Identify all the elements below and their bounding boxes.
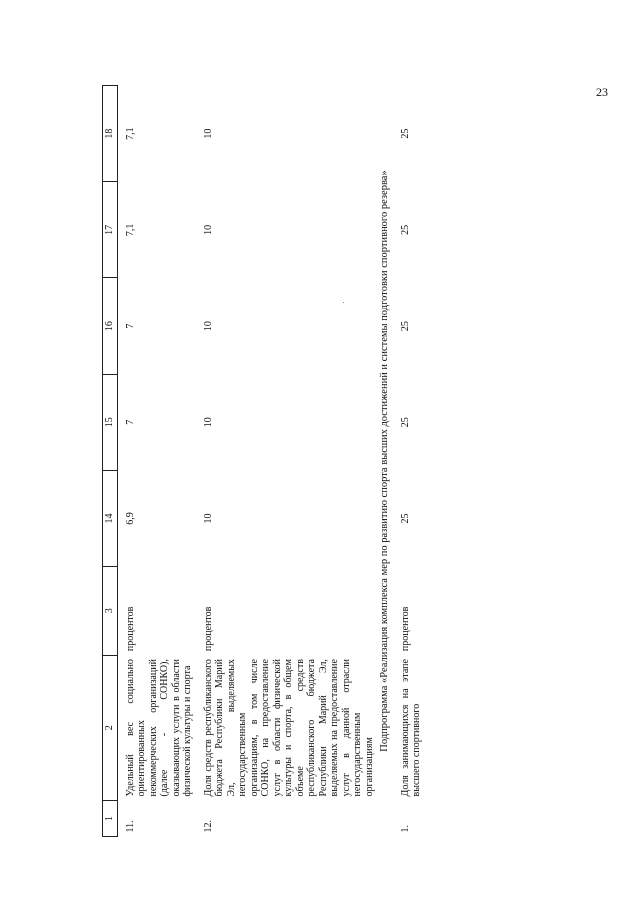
unit-cell: процентов bbox=[399, 606, 411, 652]
table-header-row bbox=[103, 86, 118, 837]
value-col-18: 25 bbox=[399, 128, 411, 139]
indicator-name-cell bbox=[196, 655, 378, 800]
value-col-15: 25 bbox=[399, 417, 411, 428]
value-col-16: 25 bbox=[399, 321, 411, 332]
value-col-15: 10 bbox=[202, 417, 214, 428]
unit-cell: процентов bbox=[124, 606, 136, 652]
indicator-name: Доля средств республиканского бюджета Республики Марий Эл, выделяемых негосударственным организациям, в том числе СОНКО, на предоставление услуг в области физической культуры и спорта, в общем объеме средств республиканского бюджета Республики Марий Эл, выделяемых на предоставление услуг в данной отрасли негосударственным организациям bbox=[202, 659, 375, 797]
indicators-table bbox=[102, 85, 425, 837]
header-col-1: 1 bbox=[103, 800, 118, 836]
header-col-14: 14 bbox=[103, 470, 118, 566]
indicator-name: Доля занимающихся на этапе высшего спортивного bbox=[399, 659, 422, 797]
table-row bbox=[196, 86, 378, 837]
value-col-14: 25 bbox=[399, 513, 411, 524]
table-row bbox=[393, 86, 425, 837]
page-number: 23 bbox=[596, 85, 608, 99]
value-col-17: 7,1 bbox=[124, 223, 136, 237]
row-number: 12. bbox=[202, 820, 214, 833]
subprogram-row bbox=[377, 86, 393, 837]
value-col-17: 10 bbox=[202, 224, 214, 235]
indicator-name-cell bbox=[393, 655, 425, 800]
indicator-name-cell bbox=[117, 655, 196, 800]
value-col-14: 10 bbox=[202, 513, 214, 524]
indicator-name: Удельный вес социально ориентированных некоммерческих организаций (далее - СОНКО), оказывающих услуги в области физической культуры и спорта bbox=[124, 659, 193, 797]
header-col-17: 17 bbox=[103, 182, 118, 278]
header-col-18: 18 bbox=[103, 86, 118, 182]
value-col-17: 25 bbox=[399, 224, 411, 235]
value-col-14: 6,9 bbox=[124, 512, 136, 525]
header-col-15: 15 bbox=[103, 374, 118, 470]
value-col-18: 10 bbox=[202, 128, 214, 139]
value-col-15: 7 bbox=[124, 419, 136, 425]
table-row bbox=[117, 86, 196, 837]
scan-speck bbox=[343, 302, 344, 303]
row-number: 1. bbox=[399, 825, 411, 833]
row-number: 11. bbox=[124, 820, 136, 833]
rotated-page-content bbox=[102, 79, 602, 837]
value-col-16: 10 bbox=[202, 321, 214, 332]
value-col-18: 7,1 bbox=[124, 127, 136, 140]
header-col-16: 16 bbox=[103, 278, 118, 374]
header-col-3: 3 bbox=[103, 567, 118, 656]
subprogram-title: Подпрограмма «Реализация комплекса мер по развитию спорта высших достижений и системы подготовки спортивного резерва» bbox=[379, 170, 390, 752]
header-col-2: 2 bbox=[103, 655, 118, 800]
value-col-16: 7 bbox=[124, 323, 136, 329]
unit-cell: процентов bbox=[202, 606, 214, 652]
